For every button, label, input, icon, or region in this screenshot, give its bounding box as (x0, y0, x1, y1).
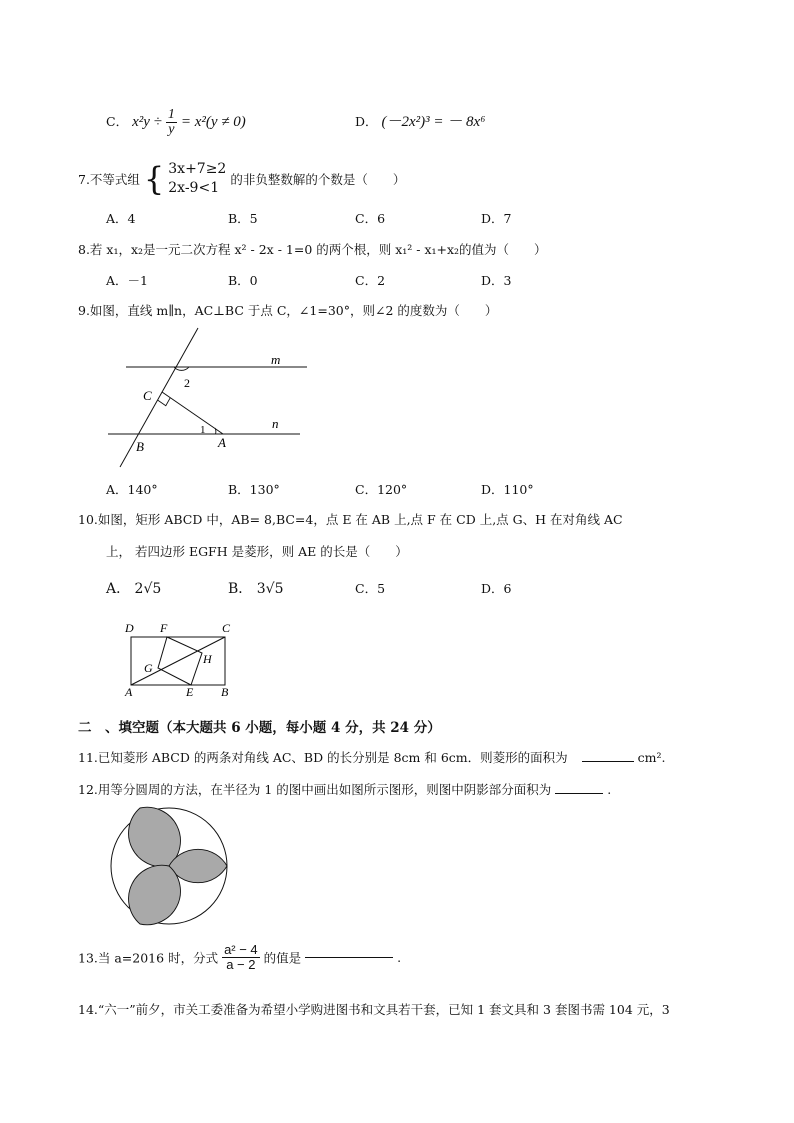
q13-stem (78, 943, 401, 972)
q9-option-c: C．120° (355, 482, 408, 497)
label-angle2: 2 (184, 376, 190, 390)
q12-text: 12.用等分圆周的方法，在半径为 1 的图中画出如图所示图形，则图中阴影部分面积为 (78, 782, 552, 797)
q8-option-a: A．－1 (106, 273, 148, 288)
label-b: B (221, 685, 229, 699)
q8-option-c: C．2 (355, 273, 386, 288)
q6-option-c-fraction (166, 108, 177, 137)
q6-option-c-den: y (168, 122, 175, 137)
label-e: E (186, 685, 194, 699)
q13-prefix: 13.当 a=2016 时，分式 (78, 950, 219, 966)
label-c: C (143, 388, 152, 403)
label-angle1: 1 (200, 424, 206, 436)
q13-end: . (397, 950, 402, 965)
transversal-bc (120, 328, 198, 467)
label-d: D (125, 621, 134, 635)
q7-suffix: 的非负整数解的个数是（ ） (230, 172, 406, 187)
q6-option-c-label: C． (106, 114, 129, 129)
q10-option-d: D．6 (481, 581, 512, 596)
q10-option-c: C．5 (355, 581, 386, 596)
q7-brace: { (143, 160, 165, 198)
label-a: A (125, 685, 133, 699)
q7-option-c: C．6 (355, 211, 386, 226)
section-heading-fill-in: 二 、填空题（本大题共 6 小题，每小题 4 分，共 24 分） (78, 720, 441, 736)
petal-upper (129, 807, 181, 866)
q6-option-d-expr: (－2x²)³ = － 8x⁶ (381, 114, 486, 130)
q7-option-a: A．4 (106, 211, 136, 226)
q10-option-a: A． 2√5 (106, 581, 162, 597)
label-c: C (222, 621, 231, 635)
q9-option-a: A．140° (106, 482, 158, 497)
q11-unit: cm². (637, 750, 666, 765)
q7-line2: 2x-9<1 (168, 180, 220, 196)
q9-option-b: B．130° (228, 482, 280, 497)
q7-stem (78, 160, 405, 198)
rhombus-egfh (158, 637, 202, 685)
label-a: A (218, 435, 226, 450)
q8-option-d: D．3 (481, 273, 512, 288)
q7-option-d: D．7 (481, 211, 512, 226)
q7-option-b: B．5 (228, 211, 258, 226)
q8-option-b: B．0 (228, 273, 258, 288)
angle1-arc (215, 428, 216, 434)
q9-figure (100, 325, 320, 470)
label-h: H (203, 652, 212, 666)
q12-figure (108, 805, 230, 927)
q12-stem (78, 780, 611, 798)
q13-answer-blank[interactable] (305, 957, 393, 958)
petal-lower (129, 865, 181, 924)
q8-stem: 8.若 x₁，x₂是一元二次方程 x² - 2x - 1=0 的两个根，则 x₁² - x₁+x₂的值为（ ） (78, 242, 547, 257)
q6-option-d (355, 110, 485, 131)
q11-answer-blank[interactable] (582, 761, 634, 762)
q10-stem-line1: 10.如图，矩形 ABCD 中，AB= 8,BC=4，点 E 在 AB 上,点 F 在 CD 上,点 G、H 在对角线 AC (78, 512, 623, 527)
segment-ca (162, 392, 223, 434)
label-g: G (144, 661, 153, 675)
q6-option-c-num: 1 (167, 107, 175, 122)
q13-denominator: a − 2 (226, 957, 256, 972)
q13-suffix: 的值是 (263, 950, 302, 966)
q12-end: . (607, 782, 612, 797)
q9-option-d: D．110° (481, 482, 534, 497)
right-angle-mark (158, 398, 171, 406)
label-m: m (271, 352, 281, 367)
q11-text: 11.已知菱形 ABCD 的两条对角线 AC、BD 的长分别是 8cm 和 6cm．则菱形的面积为 (78, 750, 568, 765)
q7-system (168, 160, 226, 198)
q6-option-d-label: D． (355, 114, 378, 129)
q13-numerator: a² − 4 (224, 942, 258, 957)
label-b: B (136, 439, 144, 454)
label-f: F (160, 621, 168, 635)
q7-line1: 3x+7≥2 (168, 161, 227, 177)
shaded-petals (129, 807, 227, 924)
q10-figure (118, 618, 238, 700)
q12-answer-blank[interactable] (555, 793, 603, 794)
q9-stem: 9.如图，直线 m∥n，AC⊥BC 于点 C，∠1=30°，则∠2 的度数为（ ） (78, 303, 498, 318)
q10-option-b: B． 3√5 (228, 581, 284, 597)
q6-option-c-rhs: = x²(y ≠ 0) (180, 114, 246, 130)
q13-fraction (222, 943, 260, 972)
q6-option-c-lhs: x²y ÷ (132, 114, 162, 130)
q14-stem: 14.“六一”前夕，市关工委准备为希望小学购进图书和文具若干套，已知 1 套文具和 3 套图书需 104 元，3 (78, 1002, 670, 1017)
q11-stem (78, 748, 665, 766)
q6-option-c (106, 108, 246, 137)
q10-stem-line2: 上， 若四边形 EGFH 是菱形，则 AE 的长是（ ） (106, 544, 408, 559)
q7-prefix: 7.不等式组 (78, 172, 140, 187)
label-n: n (272, 416, 279, 431)
